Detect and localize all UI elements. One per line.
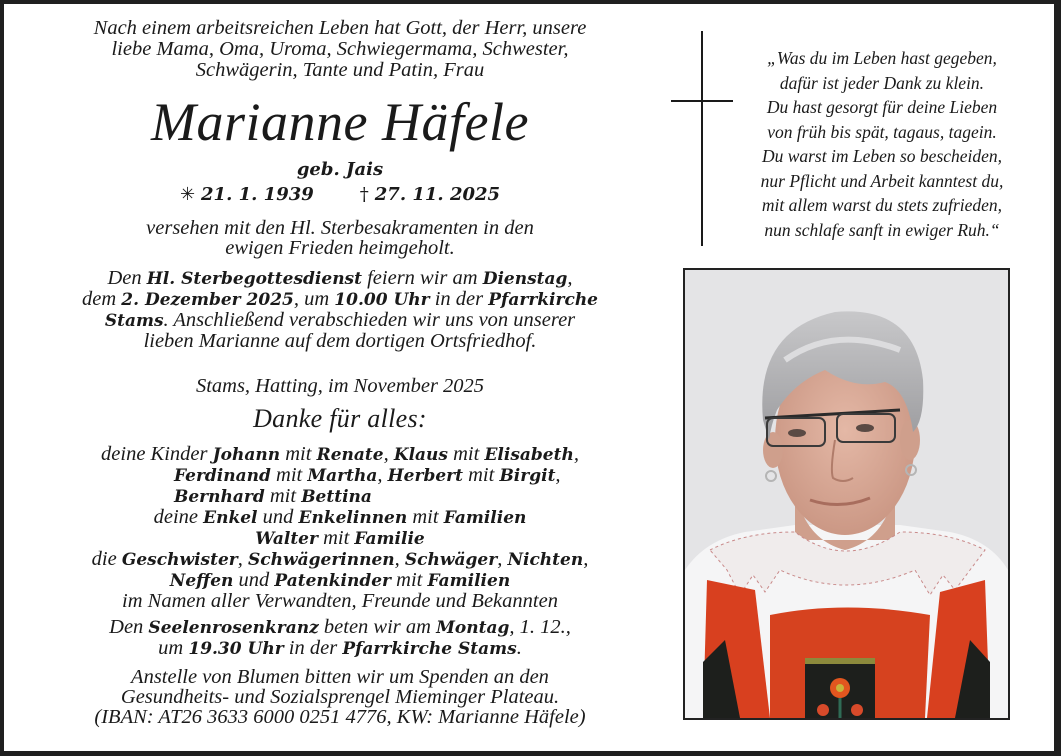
intro-text [4, 18, 676, 81]
service-line: Stams. Anschließend verabschieden wir uns von unserer [104, 309, 576, 331]
mourners-line: deine Kinder Johann mit Renate, Klaus mit Elisabeth, [101, 443, 579, 465]
donation-text [4, 667, 676, 727]
portrait-photo [683, 268, 1010, 720]
donation-line: (IBAN: AT26 3633 6000 0251 4776, KW: Marianne Häfele) [94, 706, 586, 728]
donation-line: Gesundheits- und Sozialsprengel Mieminger Plateau. [120, 686, 560, 708]
mourners-line: die Geschwister, Schwägerinnen, Schwäger, Nichten, [91, 548, 589, 570]
birth-star-icon: ✳ [179, 184, 196, 205]
mourners-line: deine Enkel und Enkelinnen mit Familien [153, 506, 527, 528]
intro-line: Nach einem arbeitsreichen Leben hat Gott, der Herr, unsere [93, 17, 587, 39]
sacraments-line: versehen mit den Hl. Sterbesakramenten in den [146, 217, 534, 239]
intro-line: liebe Mama, Oma, Uroma, Schwiegermama, Schwester, [111, 38, 569, 60]
cross-icon-crossbar [671, 100, 733, 102]
service-line: Den Hl. Sterbegottesdienst feiern wir am Dienstag, [107, 267, 573, 289]
obituary-notice [4, 4, 1054, 751]
mourners-line: Bernhard mit Bettina [174, 485, 372, 507]
mourners-line: im Namen aller Verwandten, Freunde und Bekannten [122, 590, 558, 612]
mourners-line: Neffen und Patenkinder mit Familien [169, 569, 511, 591]
sacraments-text [4, 218, 676, 258]
rosary-text [4, 617, 676, 659]
poem-line: nur Pflicht und Arbeit kanntest du, [760, 170, 1004, 191]
death-date: 27. 11. 2025 [374, 184, 501, 205]
death-cross-icon: † [359, 184, 369, 205]
donation-line: Anstelle von Blumen bitten wir um Spenden an den [131, 666, 549, 688]
service-line: dem 2. Dezember 2025, um 10.00 Uhr in der Pfarrkirche [82, 288, 598, 310]
cross-icon [701, 31, 703, 246]
rosary-line: um 19.30 Uhr in der Pfarrkirche Stams. [158, 637, 522, 659]
birth-name: geb. Jais [296, 159, 384, 180]
poem-line: dafür ist jeder Dank zu klein. [779, 72, 985, 93]
poem-line: Du warst im Leben so bescheiden, [761, 146, 1003, 166]
mourners-list [4, 444, 676, 611]
thanks-heading: Danke für alles: [253, 404, 427, 433]
rosary-line: Den Seelenrosenkranz beten wir am Montag, 1. 12., [109, 616, 571, 638]
intro-line: Schwägerin, Tante und Patin, Frau [195, 59, 485, 81]
poem-line: von früh bis spät, tagaus, tagein. [767, 121, 997, 142]
obituary-text-column [4, 4, 676, 751]
mourners-line: Walter mit Familie [255, 527, 425, 549]
poem-line: Du hast gesorgt für deine Lieben [766, 97, 998, 117]
funeral-service-text [4, 268, 676, 351]
poem-line: nun schlafe sanft in ewiger Ruh.“ [764, 219, 1000, 240]
poem-line: mit allem warst du stets zufrieden, [761, 195, 1003, 215]
poem-line: „Was du im Leben hast gegeben, [767, 48, 997, 68]
portrait-illustration [685, 270, 1008, 718]
mourners-line: Ferdinand mit Martha, Herbert mit Birgit, [174, 464, 561, 486]
service-line: lieben Marianne auf dem dortigen Ortsfriedhof. [143, 330, 537, 352]
memorial-poem [732, 46, 1032, 242]
life-dates [4, 183, 676, 207]
deceased-name: Marianne Häfele [151, 92, 529, 152]
sacraments-line: ewigen Frieden heimgeholt. [225, 237, 455, 259]
birth-date: 21. 1. 1939 [201, 184, 314, 205]
place-date: Stams, Hatting, im November 2025 [195, 375, 485, 397]
